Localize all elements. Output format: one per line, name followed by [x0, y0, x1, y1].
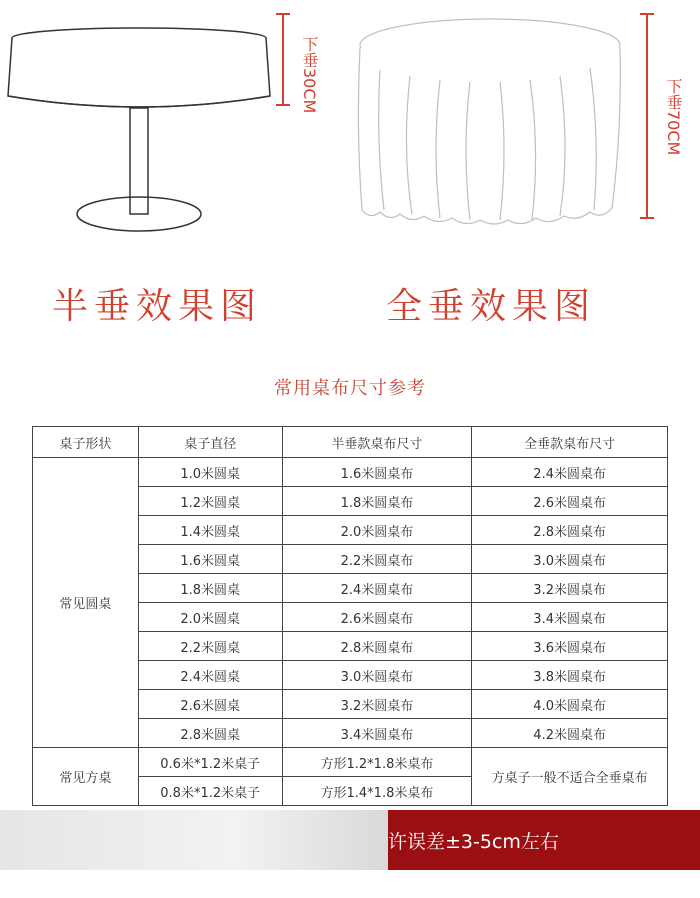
table-cell: 2.2米圆桌布 [282, 545, 472, 574]
table-cell: 3.6米圆桌布 [472, 632, 668, 661]
header-full-drop-size: 全垂款桌布尺寸 [472, 427, 668, 458]
square-group-label: 常见方桌 [33, 748, 139, 806]
table-cell: 3.0米圆桌布 [472, 545, 668, 574]
table-cell: 2.0米圆桌 [138, 603, 282, 632]
table-cell: 2.8米圆桌布 [472, 516, 668, 545]
full-drop-label: 下垂70CM [664, 78, 683, 156]
table-cell: 方形1.4*1.8米桌布 [282, 777, 472, 806]
table-cell: 1.8米圆桌 [138, 574, 282, 603]
table-row [33, 748, 668, 777]
table-cell: 4.2米圆桌布 [472, 719, 668, 748]
table-cell: 2.0米圆桌布 [282, 516, 472, 545]
table-cell: 2.6米圆桌布 [282, 603, 472, 632]
table-cell: 3.8米圆桌布 [472, 661, 668, 690]
table-cell: 2.6米圆桌布 [472, 487, 668, 516]
half-drop-label: 下垂30CM [300, 36, 319, 114]
table-cell: 1.6米圆桌 [138, 545, 282, 574]
table-cell: 1.8米圆桌布 [282, 487, 472, 516]
table-cell: 1.0米圆桌 [138, 458, 282, 487]
table-cell: 1.4米圆桌 [138, 516, 282, 545]
table-cell: 3.4米圆桌布 [282, 719, 472, 748]
full-drop-table-drawing [358, 19, 620, 224]
full-drop-dimension-marker [640, 14, 654, 218]
table-cell: 4.0米圆桌布 [472, 690, 668, 719]
table-cell: 0.8米*1.2米桌子 [138, 777, 282, 806]
table-cell: 方形1.2*1.8米桌布 [282, 748, 472, 777]
table-cell: 2.8米圆桌 [138, 719, 282, 748]
footer-grey-panel [0, 810, 390, 870]
square-full-note: 方桌子一般不适合全垂桌布 [472, 748, 668, 806]
round-group-label: 常见圆桌 [33, 458, 139, 748]
table-cell: 2.6米圆桌 [138, 690, 282, 719]
table-cell: 2.8米圆桌布 [282, 632, 472, 661]
table-cell: 2.4米圆桌布 [282, 574, 472, 603]
table-cell: 3.2米圆桌布 [282, 690, 472, 719]
footer-note: 许误差±3-5cm左右 [388, 830, 559, 853]
table-cell: 0.6米*1.2米桌子 [138, 748, 282, 777]
size-reference-table [32, 426, 668, 806]
half-drop-caption: 半垂效果图 [52, 286, 263, 327]
table-cell: 2.4米圆桌布 [472, 458, 668, 487]
table-row [33, 458, 668, 487]
table-header-row [33, 427, 668, 458]
footer-note-banner [388, 810, 700, 870]
header-shape: 桌子形状 [33, 427, 139, 458]
table-cell: 2.2米圆桌 [138, 632, 282, 661]
table-cell: 3.2米圆桌布 [472, 574, 668, 603]
header-diameter: 桌子直径 [138, 427, 282, 458]
table-cell: 3.4米圆桌布 [472, 603, 668, 632]
full-drop-caption: 全垂效果图 [386, 286, 597, 327]
table-cell: 2.4米圆桌 [138, 661, 282, 690]
table-cell: 1.2米圆桌 [138, 487, 282, 516]
header-half-drop-size: 半垂款桌布尺寸 [282, 427, 472, 458]
table-cell: 1.6米圆桌布 [282, 458, 472, 487]
table-title: 常用桌布尺寸参考 [274, 378, 426, 399]
half-drop-dimension-marker [276, 14, 290, 105]
table-cell: 3.0米圆桌布 [282, 661, 472, 690]
half-drop-table-drawing [8, 28, 270, 231]
